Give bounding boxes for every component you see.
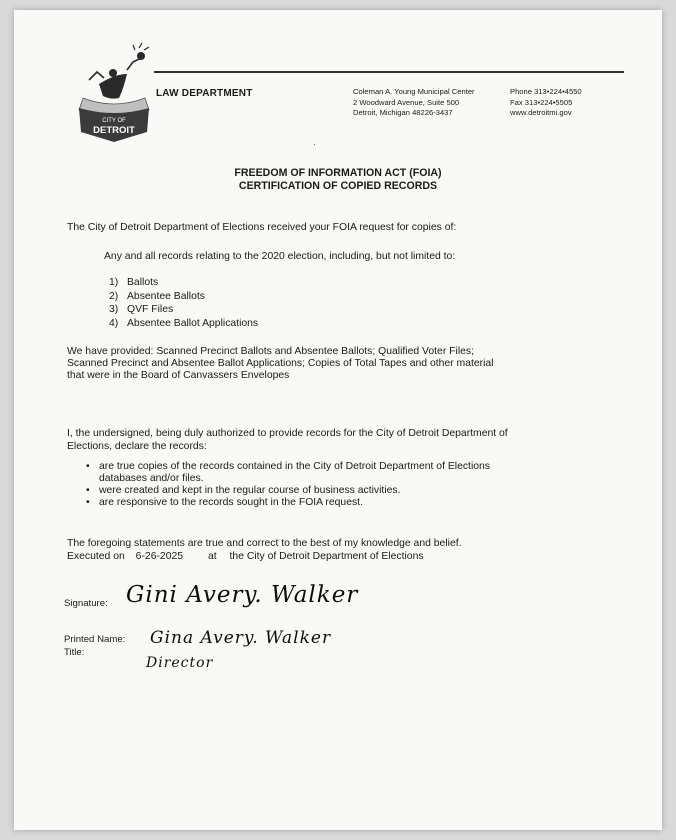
fax-number: Fax 313•224•5505 bbox=[510, 97, 573, 107]
executed-label: Executed on bbox=[67, 551, 125, 562]
executed-date: 6-26-2025 bbox=[135, 551, 184, 562]
document-page bbox=[14, 10, 662, 830]
handwritten-signature: Gini Avery. Walker bbox=[126, 582, 359, 608]
list-item: databases and/or files. bbox=[99, 473, 204, 484]
website: www.detroitmi.gov bbox=[510, 108, 572, 117]
department-contact bbox=[510, 87, 582, 119]
department-address bbox=[353, 87, 475, 119]
department-name: LAW DEPARTMENT bbox=[156, 88, 253, 99]
logo-text-top: CITY OF bbox=[102, 118, 126, 124]
handwritten-title: Director bbox=[146, 655, 214, 671]
executed-line bbox=[67, 551, 424, 562]
paragraph-line: I, the undersigned, being duly authorized to provide records for the City of Detroit Department of bbox=[67, 428, 508, 439]
stray-mark: · bbox=[313, 140, 316, 149]
list-item: • are responsive to the records sought in the FOIA request. bbox=[86, 497, 363, 508]
request-list bbox=[109, 276, 258, 330]
address-line: Detroit, Michigan 48226-3437 bbox=[353, 108, 453, 117]
list-item: 4) Absentee Ballot Applications bbox=[109, 317, 259, 329]
printed-name-label: Printed Name: bbox=[64, 634, 126, 645]
paragraph-line: Elections, declare the records: bbox=[67, 440, 207, 452]
provided-paragraph bbox=[67, 346, 493, 382]
document-title: FREEDOM OF INFORMATION ACT (FOIA) bbox=[234, 167, 442, 179]
declaration-bullets bbox=[86, 461, 490, 509]
executed-place: the City of Detroit Department of Elections bbox=[229, 551, 424, 562]
address-line: 2 Woodward Avenue, Suite 500 bbox=[353, 97, 460, 107]
list-item: • were created and kept in the regular course of business activities. bbox=[86, 485, 401, 496]
paragraph-line: Scanned Precinct and Absentee Ballot Applications; Copies of Total Tapes and other material bbox=[67, 358, 494, 369]
list-item: 2) Absentee Ballots bbox=[109, 290, 205, 302]
intro-text: The City of Detroit Department of Elections received your FOIA request for copies of: bbox=[67, 222, 457, 233]
list-item: 1) Ballots bbox=[109, 277, 159, 288]
header-rule bbox=[154, 71, 624, 73]
signature-label: Signature: bbox=[64, 598, 108, 609]
document-subtitle: CERTIFICATION OF COPIED RECORDS bbox=[238, 180, 438, 192]
request-text: Any and all records relating to the 2020 election, including, but not limited to: bbox=[104, 251, 456, 262]
logo-text-bottom: DETROIT bbox=[93, 125, 135, 136]
list-item: • are true copies of the records contained in the City of Detroit Department of Elections bbox=[86, 461, 491, 472]
list-item: 3) QVF Files bbox=[109, 304, 174, 315]
executed-at: at bbox=[207, 551, 217, 562]
title-label: Title: bbox=[64, 647, 85, 658]
paragraph-line: We have provided: Scanned Precinct Ballots and Absentee Ballots; Qualified Voter Files; bbox=[67, 346, 475, 357]
paragraph-line: that were in the Board of Canvassers Envelopes bbox=[67, 370, 290, 381]
address-line: Coleman A. Young Municipal Center bbox=[353, 87, 475, 96]
city-of-detroit-logo bbox=[69, 40, 159, 144]
phone-number: Phone 313•224•4550 bbox=[510, 87, 582, 96]
handwritten-printed-name: Gina Avery. Walker bbox=[150, 628, 332, 648]
statement-text: The foregoing statements are true and correct to the best of my knowledge and belief. bbox=[67, 538, 462, 549]
declaration-paragraph bbox=[67, 428, 508, 453]
